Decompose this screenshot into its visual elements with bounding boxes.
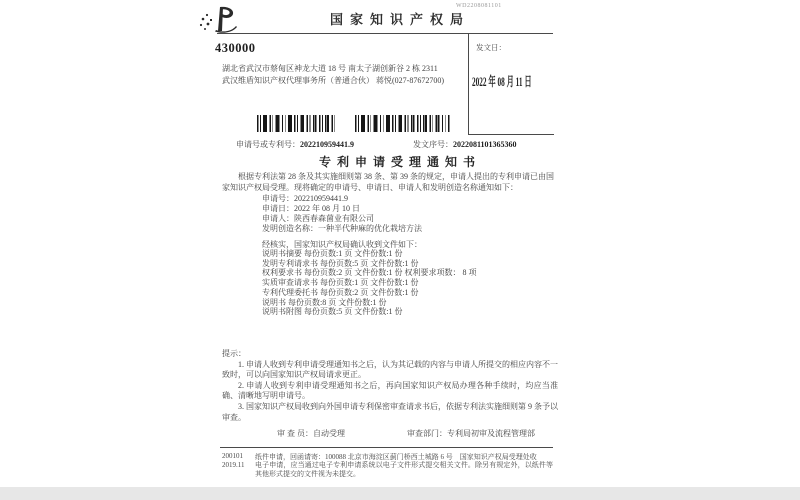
field-label: 申请日：: [262, 204, 294, 213]
field-row: [262, 224, 422, 234]
barcode-serial-number: [355, 115, 450, 132]
application-fields: [262, 194, 422, 234]
received-document-item: 说明书附图 每份页数:5 页 文件份数:1 份: [262, 307, 403, 317]
recipient-agent: 武汉维盾知识产权代理事务所（普通合伙） 蒋悦(027-87672700): [222, 76, 444, 85]
received-document-item: 说明书摘要 每份页数:1 页 文件份数:1 份: [262, 249, 403, 258]
note-item: 3. 国家知识产权局收到向外国申请专利保密审查请求书后，依据专利法实施细则第 9 条予以审查。: [222, 401, 558, 422]
footer-version-code: 2019.11: [222, 461, 245, 469]
intro-paragraph: 根据专利法第 28 条及其实施细则第 38 条、第 39 条的规定，申请人提出的专利申请已由国家知识产权局受理。现将确定的申请号、申请日、申请人和发明创造名称通知如下：: [222, 172, 554, 192]
examiner-row: [277, 428, 345, 439]
serial-number-label: 发文序号：: [413, 140, 453, 149]
department-value: 专利局初审及流程管理部: [447, 429, 535, 438]
cnipa-logo-icon: [196, 4, 250, 33]
application-number-row: [236, 139, 354, 150]
recipient-postal-code: 430000: [215, 41, 256, 55]
application-number-value: 202210959441.9: [300, 140, 354, 149]
barcode-application-number: [257, 115, 337, 132]
issue-date-label: 发文日：: [476, 43, 506, 52]
field-label: 申请人：: [262, 214, 294, 223]
serial-number-row: [413, 139, 517, 150]
received-document-item: 实质审查请求书 每份页数:1 页 文件份数:1 份: [262, 278, 419, 288]
field-row: [262, 214, 422, 224]
field-label: 申请号：: [262, 194, 294, 203]
received-documents-list: [262, 249, 476, 317]
notice-title: 专利申请受理通知书: [318, 155, 481, 169]
serial-number-value: 2022081101365360: [453, 140, 517, 149]
department-row: [407, 428, 535, 439]
footer-form-code: 200101: [222, 452, 243, 460]
recipient-address: 湖北省武汉市蔡甸区神龙大道 18 号 南太子湖创新谷 2 栋 2311: [222, 64, 438, 73]
field-row: [262, 204, 422, 214]
footer-electronic-filing-line: 电子申请，应当通过电子专利申请系统以电子文件形式提交相关文件。除另有规定外，以纸件等其他形式提交的文件视为未提交。: [255, 461, 553, 478]
footer-rule: [220, 447, 553, 448]
examiner-label: 审 查 员：: [277, 429, 313, 438]
field-value: 2022 年 08 月 10 日: [294, 204, 360, 213]
note-item: 1. 申请人收到专利申请受理通知书之后，认为其记载的内容与申请人所提交的相应内容不一致时，可以向国家知识产权局请求更正。: [222, 359, 558, 380]
note-item: 2. 申请人收到专利申请受理通知书之后，再向国家知识产权局办理各种手续时，均应当准确、清晰地写明申请号。: [222, 380, 558, 401]
received-document-item: 专利代理委托书 每份页数:2 页 文件份数:1 份: [262, 287, 419, 297]
confirmation-line: 经核实，国家知识产权局确认收到文件如下：: [262, 240, 422, 249]
examiner-value: 自动受理: [313, 429, 345, 438]
document-code: WD2208081101: [456, 3, 502, 9]
field-value: 陕西春森菌业有限公司: [294, 214, 374, 223]
notes-section: [222, 349, 558, 423]
field-value: 202210959441.9: [294, 194, 348, 203]
field-row: [262, 194, 422, 204]
application-number-label: 申请号或专利号：: [236, 140, 300, 149]
received-document-item: 权利要求书 每份页数:2 页 文件份数:1 份 权利要求项数： 8 项: [262, 268, 477, 278]
issue-date-value: 2022 年 08 月 11 日: [472, 74, 532, 89]
issue-date-box: [468, 33, 554, 135]
department-label: 审查部门：: [407, 429, 447, 438]
footer-paper-filing-line: 纸件申请，回函请寄：100088 北京市海淀区蓟门桥西土城路 6 号 国家知识产权局受理处收: [255, 453, 537, 461]
received-document-item: 发明专利请求书 每份页数:5 页 文件份数:1 份: [262, 258, 419, 268]
field-value: 一种半代种麻的优化栽培方法: [318, 224, 422, 233]
agency-title: 国家知识产权局: [329, 12, 470, 27]
received-document-item: 说明书 每份页数:8 页 文件份数:1 份: [262, 297, 387, 307]
scan-edge-band: [0, 487, 800, 500]
field-label: 发明创造名称：: [262, 224, 318, 233]
notes-title: 提示：: [222, 349, 246, 358]
